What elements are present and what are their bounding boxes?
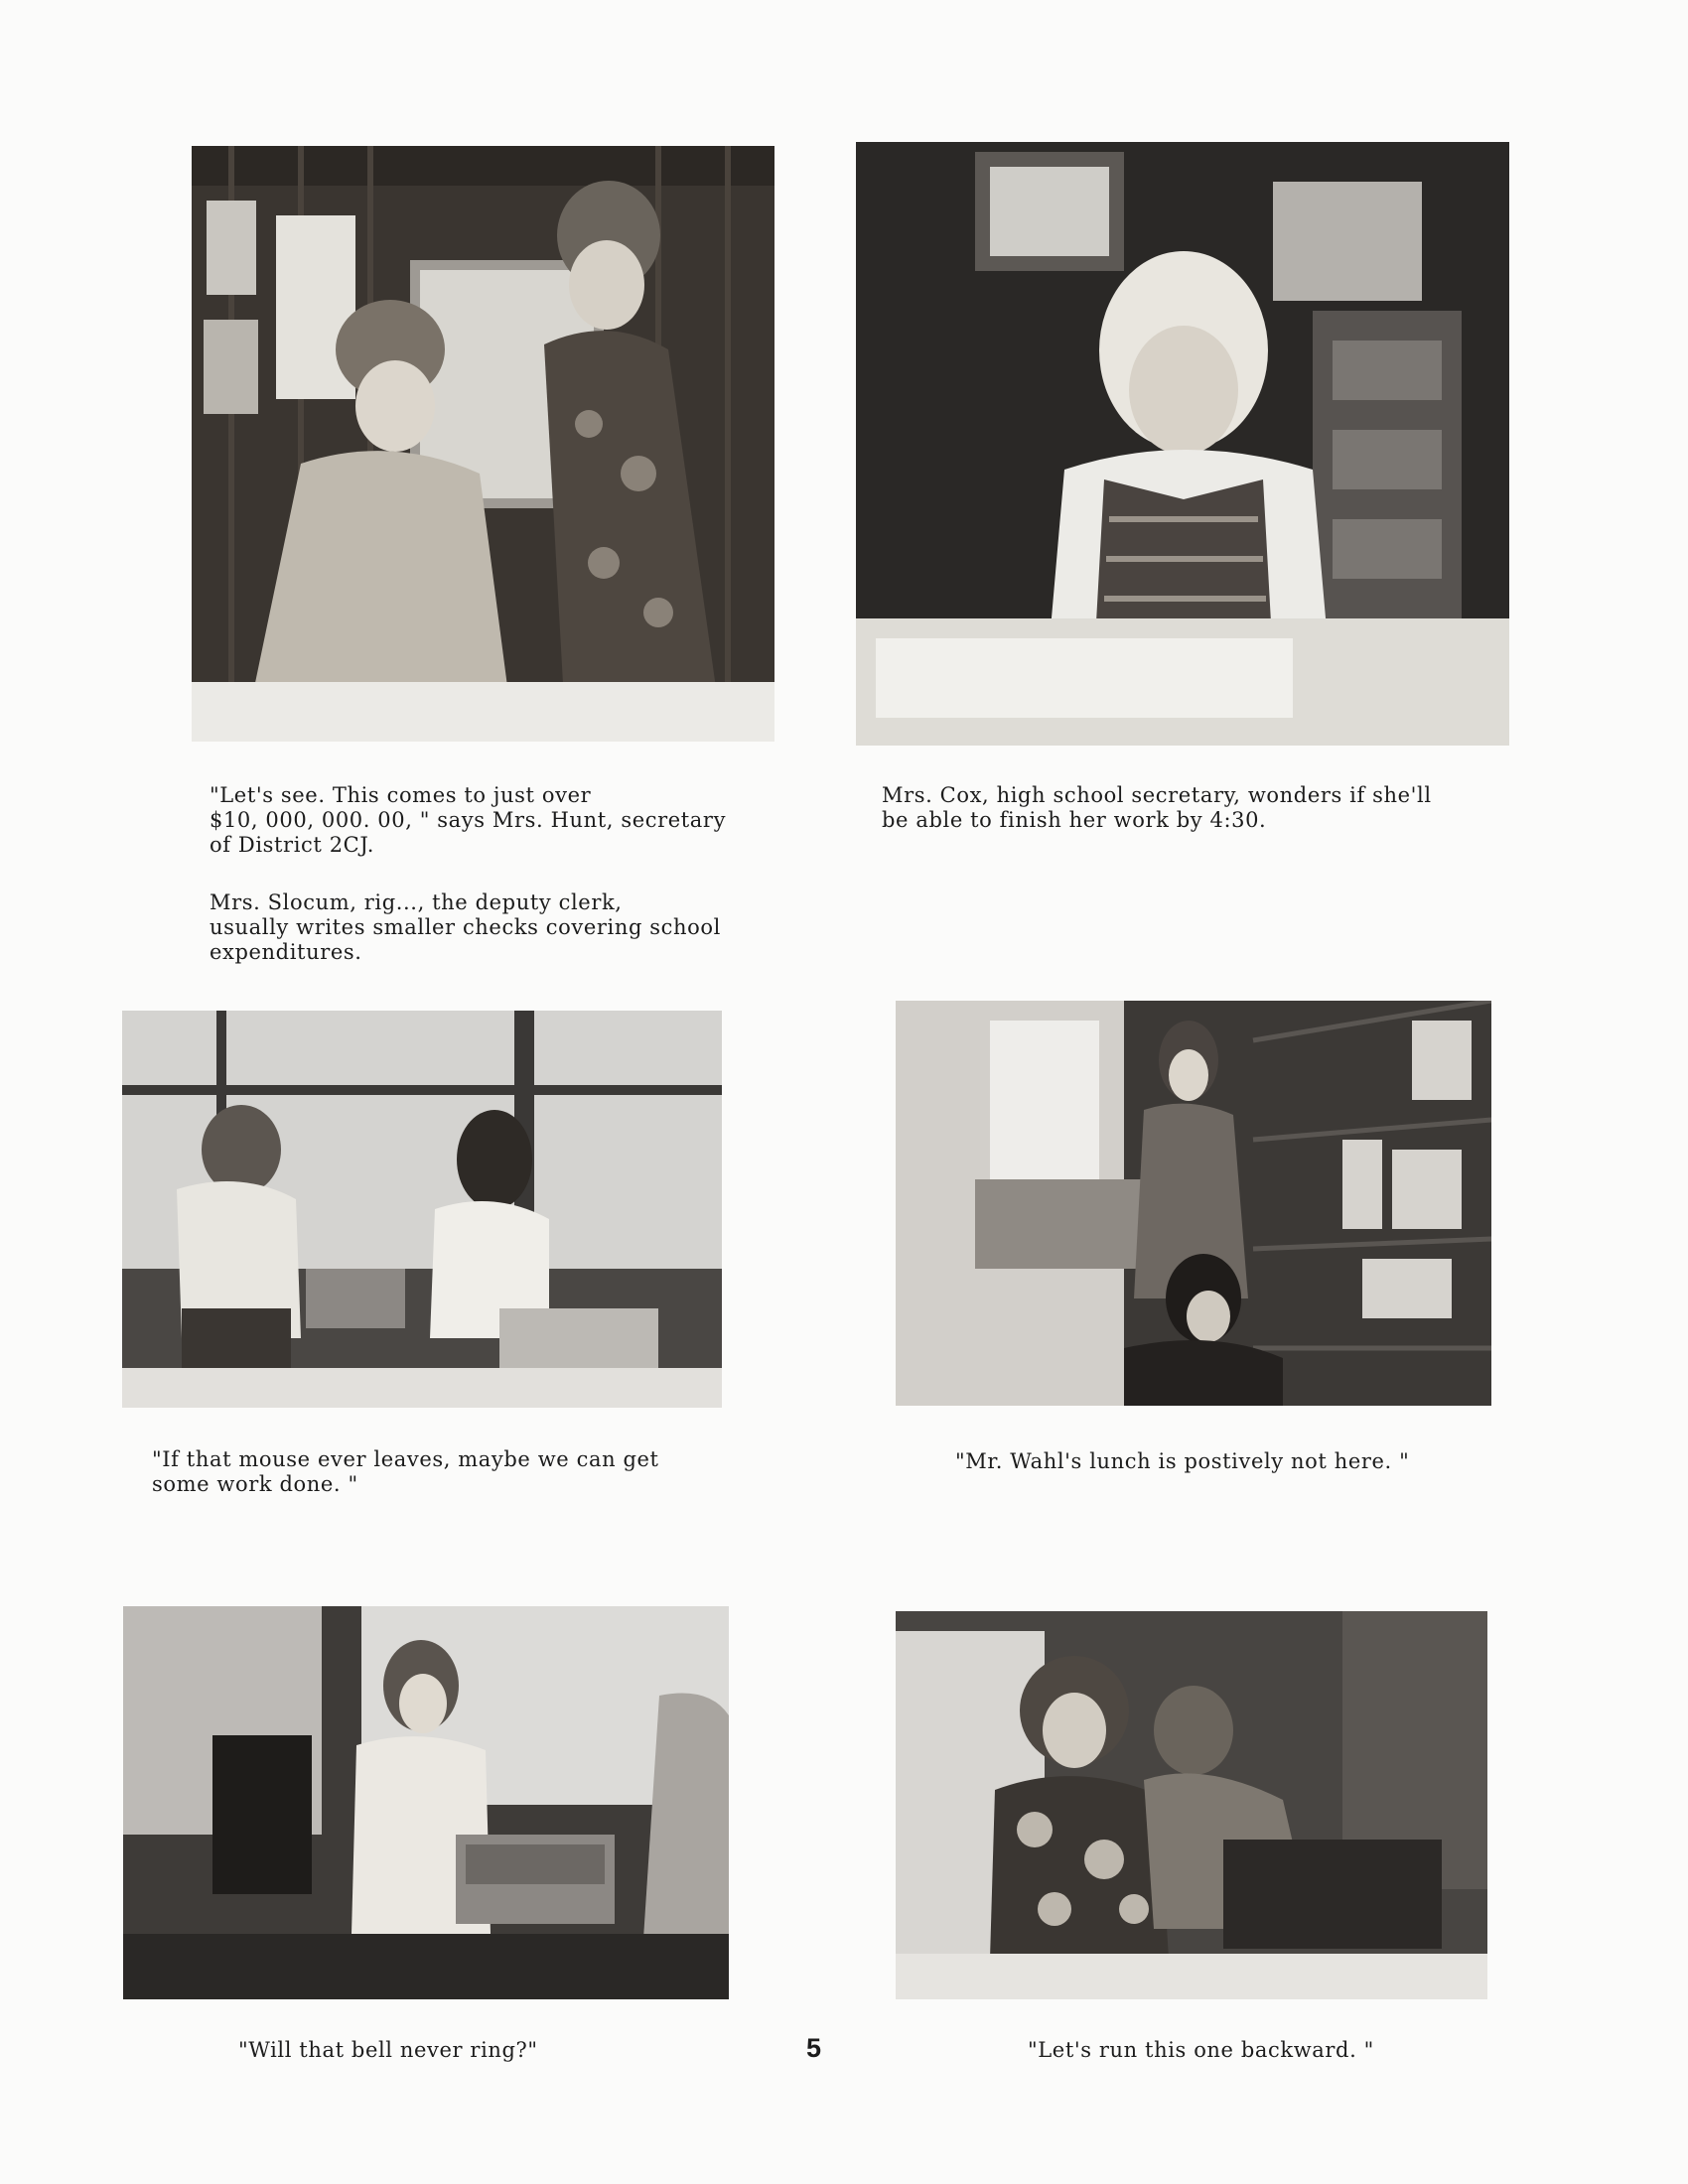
caption-photo1-quote: "Let's see. This comes to just over $10, 000, 000. 00, " says Mrs. Hunt, secretary of District 2CJ. [210,783,727,857]
photo-window-ledge [122,1011,722,1408]
caption-photo5: "Will that bell never ring?" [238,2038,538,2062]
caption-photo4: "Mr. Wahl's lunch is postively not here. " [955,1449,1410,1473]
photo-secretary-typing [856,142,1509,746]
photo-duplicator [896,1611,1487,1999]
photo-supply-room [896,1001,1491,1406]
caption-photo6: "Let's run this one backward. " [1028,2038,1374,2062]
page-number: 5 [806,2033,822,2063]
caption-photo1-note: Mrs. Slocum, rig..., the deputy clerk, usually writes smaller checks covering school expenditures. [210,890,721,964]
photo-typewriter-seat [123,1606,729,1999]
caption-photo2: Mrs. Cox, high school secretary, wonders if she'll be able to finish her work by 4:30. [882,783,1432,832]
photo-secretaries-desk [192,146,774,742]
caption-photo3: "If that mouse ever leaves, maybe we can get some work done. " [152,1447,659,1496]
